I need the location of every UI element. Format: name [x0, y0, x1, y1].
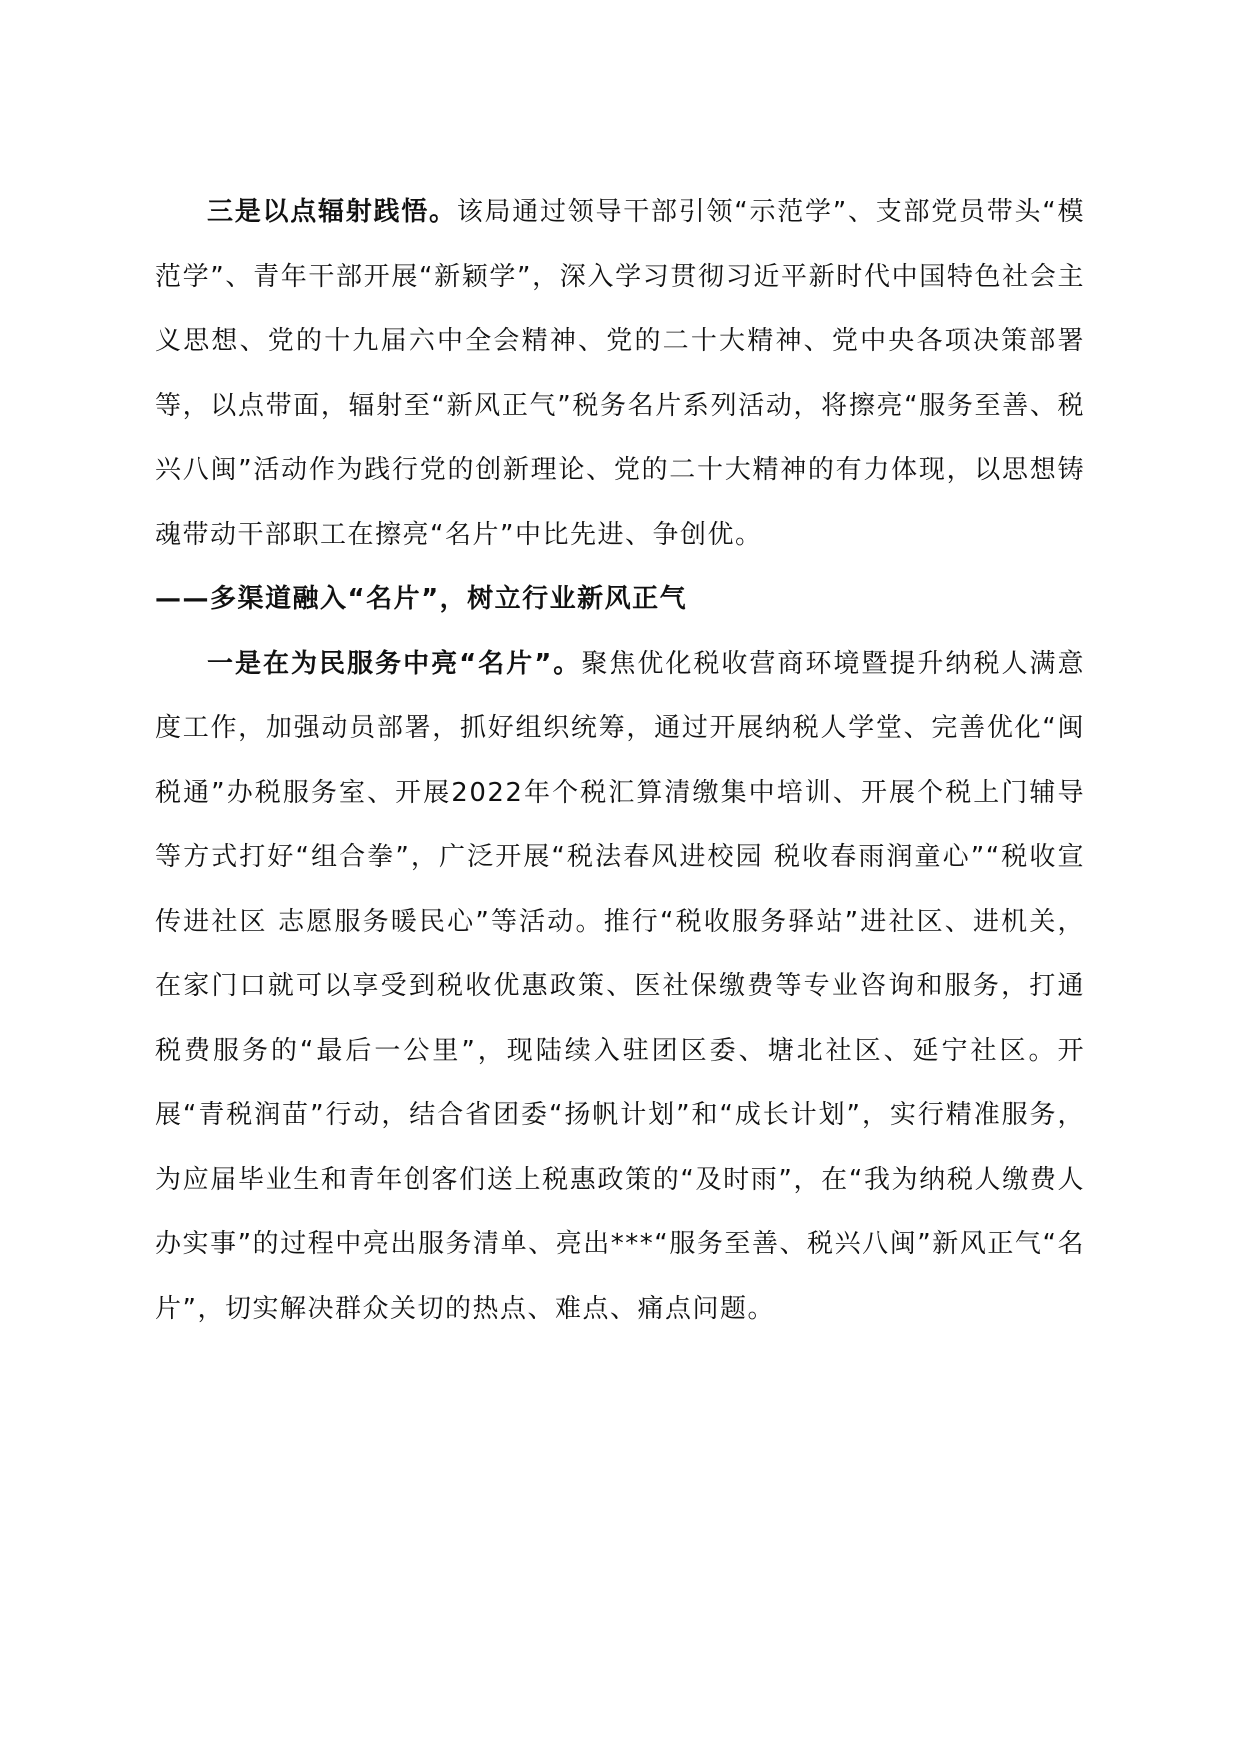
- paragraph-1: [155, 180, 1085, 567]
- document-page: [155, 180, 1085, 1341]
- section-heading: ——多渠道融入“名片”，树立行业新风正气: [155, 584, 688, 614]
- paragraph-2-body: 聚焦优化税收营商环境暨提升纳税人满意度工作，加强动员部署，抓好组织统筹，通过开展纳税人学堂、完善优化“闽税通”办税服务室、开展2022年个税汇算清缴集中培训、开展个税上门辅导等方式打好“组合拳”，广泛开展“税法春风进校园 税收春雨润童心”“税收宣传进社区 志愿服务暖民心”等活动。推行“税收服务驿站”进社区、进机关，在家门口就可以享受到税收优惠政策、医社保缴费等专业咨询和服务，打通税费服务的“最后一公里”，现陆续入驻团区委、塘北社区、延宁社区。开展“青税润苗”行动，结合省团委“扬帆计划”和“成长计划”，实行精准服务，为应届毕业生和青年创客们送上税惠政策的“及时雨”，在“我为纳税人缴费人办实事”的过程中亮出服务清单、亮出***“服务至善、税兴八闽”新风正气“名片”，切实解决群众关切的热点、难点、痛点问题。: [155, 648, 1085, 1324]
- paragraph-1-lead: 三是以点辐射践悟。: [207, 197, 457, 227]
- paragraph-1-body: 该局通过领导干部引领“示范学”、支部党员带头“模范学”、青年干部开展“新颖学”，深入学习贯彻习近平新时代中国特色社会主义思想、党的十九届六中全会精神、党的二十大精神、党中央各项决策部署等，以点带面，辐射至“新风正气”税务名片系列活动，将擦亮“服务至善、税兴八闽”活动作为践行党的创新理论、党的二十大精神的有力体现，以思想铸魂带动干部职工在擦亮“名片”中比先进、争创优。: [155, 197, 1085, 550]
- paragraph-2: [155, 632, 1085, 1342]
- paragraph-2-lead: 一是在为民服务中亮“名片”。: [207, 648, 582, 679]
